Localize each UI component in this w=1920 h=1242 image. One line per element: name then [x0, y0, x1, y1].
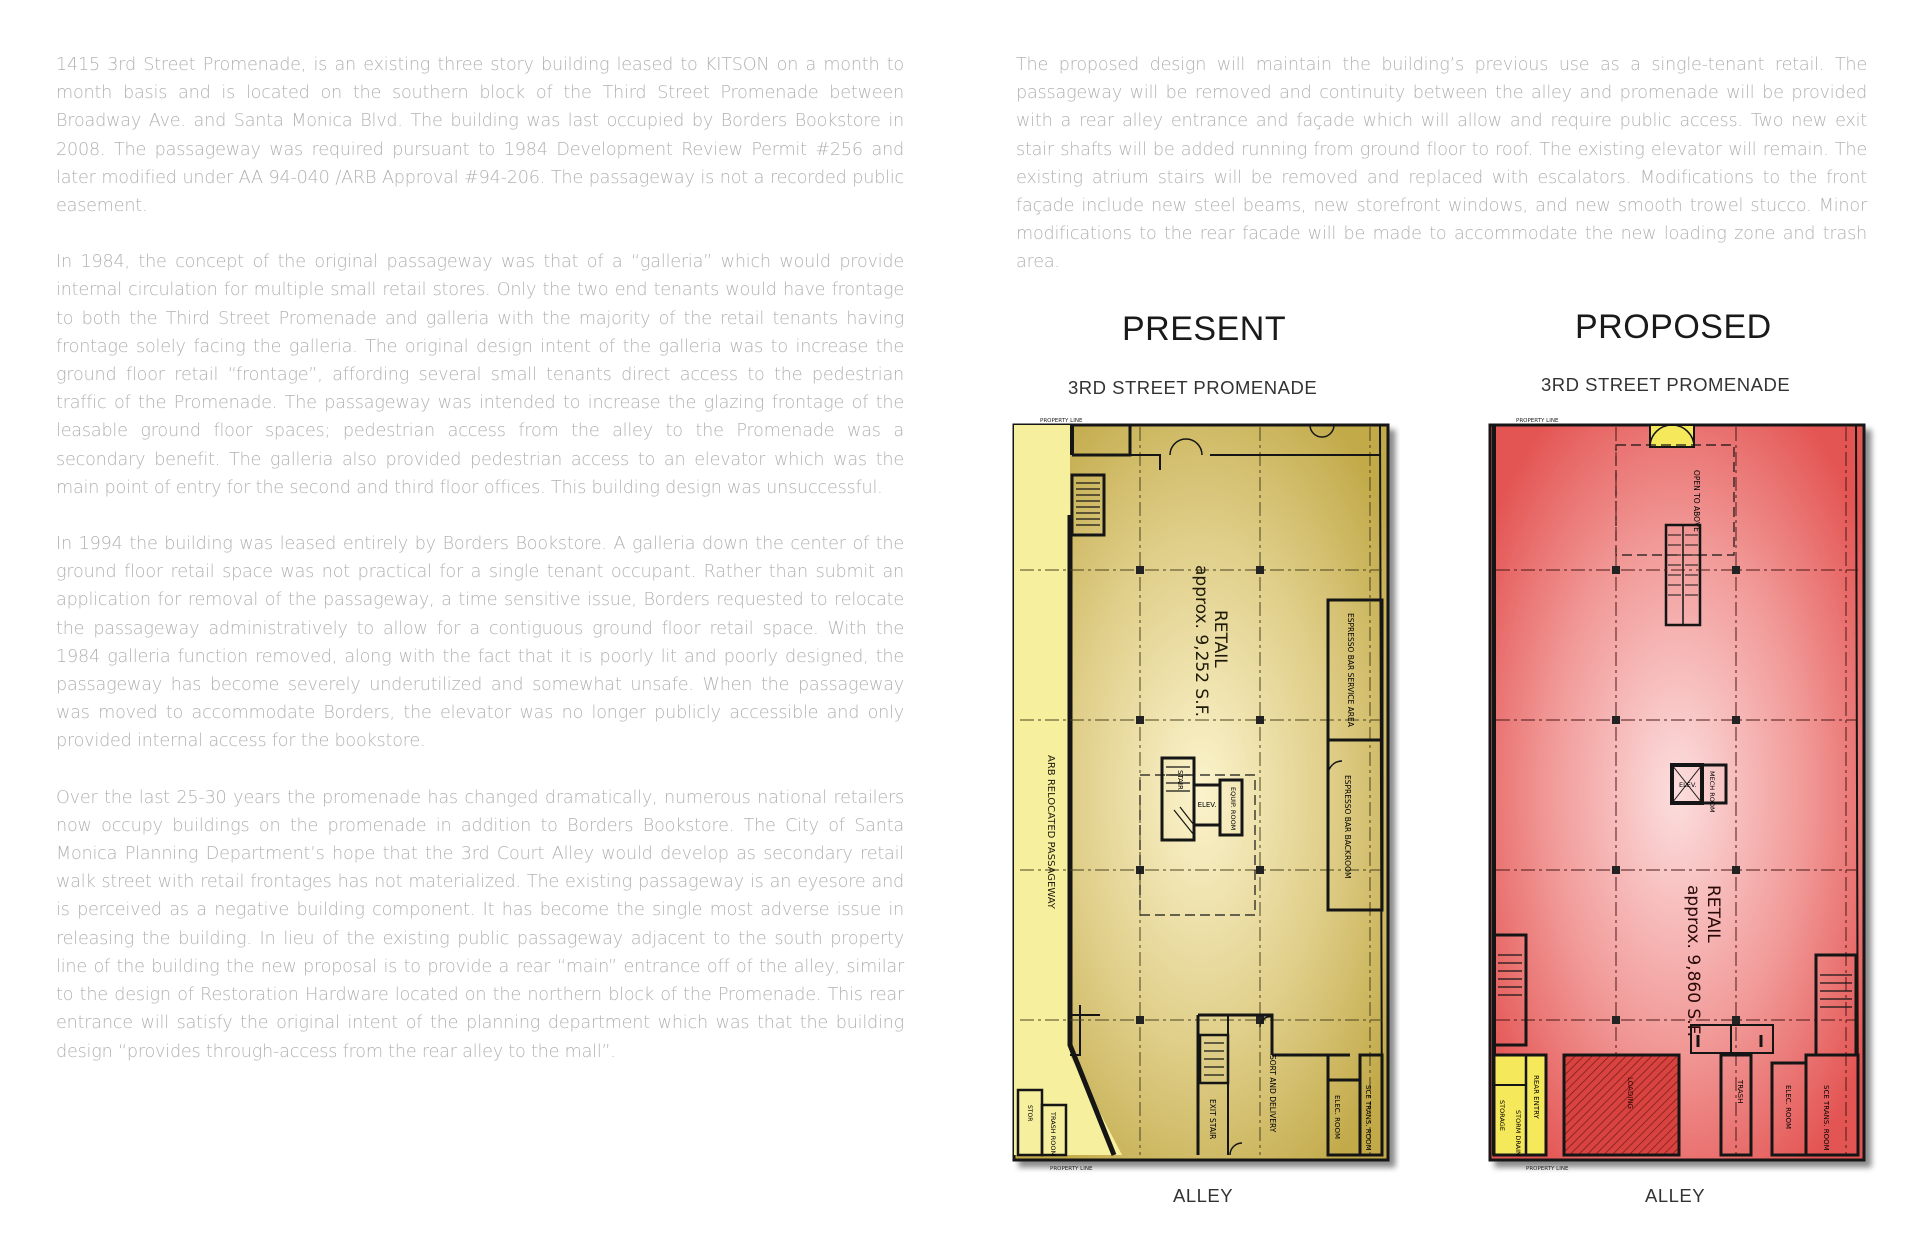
proposed-loading-zone — [1564, 1055, 1679, 1155]
proposed-alley-label: ALLEY — [1645, 1185, 1706, 1206]
proposed-sce-room-label: SCE TRANS. ROOM — [1822, 1085, 1830, 1151]
present-floor-plan — [1010, 415, 1400, 1175]
present-title: PRESENT — [1122, 310, 1287, 348]
proposed-storm-drain-label: STORM DRAIN — [1514, 1110, 1522, 1156]
paragraph-proposed-design: The proposed design will maintain the building’s previous use as a single-tenant retail. The passageway will be removed and continuity between the alley and promenade will be provided with a rear alley entrance and façade which will allow and require public access. Two new exit stair shafts will be added running from ground floor to roof. The existing elevator will remain. The existing atrium stairs will be removed and replaced with escalators. Modifications to the front façade include new steel beams, new storefront windows, and new smooth trowel stucco. Minor modifications to the rear facade will be made to accommodate the new loading zone and trash area. — [1016, 55, 1867, 273]
proposed-elec-room-label: ELEC. ROOM — [1784, 1085, 1792, 1130]
proposed-street-label: 3RD STREET PROMENADE — [1541, 374, 1791, 395]
proposed-mech-room-label: MECH ROOM — [1708, 771, 1716, 813]
proposed-rear-entry-label: REAR ENTRY — [1532, 1075, 1540, 1119]
present-alley-label: ALLEY — [1173, 1185, 1234, 1206]
present-exit-stair-label: EXIT STAIR — [1208, 1099, 1217, 1140]
proposed-trash-label: TRASH — [1736, 1080, 1744, 1104]
present-property-line-top: PROPERTY LINE — [1040, 418, 1083, 424]
present-elec-room-label: ELEC. ROOM — [1333, 1095, 1341, 1140]
proposed-property-line-bottom: PROPERTY LINE — [1526, 1166, 1569, 1172]
present-storage-label: STOR — [1026, 1105, 1033, 1122]
present-espresso-backroom-label: ESPRESSO BAR BACKROOM — [1343, 775, 1352, 879]
proposed-retail-label: RETAIL — [1703, 885, 1723, 943]
present-elevator-label: ELEV. — [1197, 801, 1217, 809]
paragraph-galleria-concept: In 1984, the concept of the original passageway was that of a “galleria” which would provide internal circulation for multiple small retail stores. Only the two end tenants would have frontage to both the Third Street Promenade and galleria with the majority of the retail tenants having frontage solely facing the galleria. The original design intent of the galleria was to increase the ground floor retail “frontage”, affording several small tenants direct access to the pedestrian traffic of the Promenade. The passageway was intended to increase the glazing frontage of the leasable ground floor spaces; pedestrian access from the alley to the Promenade was a secondary benefit. The galleria also provided pedestrian access to an elevator which was the main point of entry for the second and third floor offices. This building design was unsuccessful. — [56, 252, 904, 498]
present-property-line-bottom: PROPERTY LINE — [1050, 1166, 1093, 1172]
proposed-front-entrance — [1650, 425, 1694, 447]
proposed-title: PROPOSED — [1575, 308, 1772, 346]
paragraph-promenade-change: Over the last 25-30 years the promenade has changed dramatically, numerous national retailers now occupy buildings on the promenade in addition to Borders Bookstore. The City of Santa Monica Planning Department’s hope that the 3rd Court Alley would develop as secondary retail walk street with retail frontages has not materialized. The existing passageway is an eyesore and is perceived as a negative building component. It has become the single most adverse issue in releasing the building. In lieu of the existing public passageway adjacent to the south property line of the building the new proposal is to provide a rear “main” entrance off of the alley, similar to the design of Restoration Hardware located on the northern block of the Promenade. This rear entrance will satisfy the original intent of the planning department which was that the building design “provides through-access from the rear alley to the mall”. — [56, 787, 904, 1062]
proposed-rear-entry — [1494, 1055, 1546, 1156]
paragraph-building-intro: 1415 3rd Street Promenade, is an existing three story building leased to KITSON on a month to month basis and is located on the southern block of the Third Street Promenade between Broadway Ave. and Santa Monica Blvd. The building was last occupied by Borders Bookstore in 2008. The passageway was required pursuant to 1984 Development Review Permit #256 and later modified under AA 94-040 /ARB Approval #94-206. The passageway is not a recorded public easement. — [56, 55, 904, 217]
paragraph-borders-lease: In 1994 the building was leased entirely by Borders Bookstore. A galleria down the center of the ground floor retail space was not practical for a single tenant occupant. Rather than submit an application for removal of the passageway, a time sensitive issue, Borders requested to relocate the passageway administratively to allow for a contiguous ground floor retail space. With the 1984 galleria function removed, along with the fact that it is poorly lit and poorly designed, the passageway has become severely underutilized and somewhat unsafe. When the passageway was moved to accommodate Borders, the elevator was no longer publicly accessible and only provided internal access for the bookstore. — [56, 534, 904, 752]
present-sort-delivery-label: SORT AND DELIVERY — [1268, 1055, 1277, 1133]
proposed-floor-plan — [1486, 415, 1886, 1175]
present-street-label: 3RD STREET PROMENADE — [1068, 377, 1318, 398]
present-sce-room-label: SCE TRANS. ROOM — [1364, 1085, 1372, 1151]
proposed-elevator-label: ELEV. — [1679, 781, 1697, 789]
proposed-property-line-top: PROPERTY LINE — [1516, 418, 1559, 424]
present-equip-room-label: EQUIP. ROOM — [1229, 787, 1237, 831]
present-retail-area: approx. 9,252 S.F. — [1191, 565, 1211, 718]
right-text-column — [1016, 51, 1867, 305]
proposed-open-above-label: OPEN TO ABOVE — [1692, 470, 1701, 532]
present-trash-label: TRASH ROOM — [1049, 1112, 1057, 1157]
present-retail-label: RETAIL — [1210, 610, 1230, 668]
proposed-storage-label: STORAGE — [1498, 1100, 1506, 1131]
present-atrium-stair-label: STAIR — [1176, 770, 1184, 790]
present-espresso-service-label: ESPRESSO BAR SERVICE AREA — [1346, 613, 1355, 727]
proposed-loading-label: LOADING — [1626, 1077, 1634, 1109]
present-passageway-label: ARB RELOCATED PASSAGEWAY — [1045, 755, 1056, 909]
proposed-retail-area: approx. 9,860 S.F. — [1683, 885, 1703, 1038]
left-text-column — [56, 51, 904, 1094]
